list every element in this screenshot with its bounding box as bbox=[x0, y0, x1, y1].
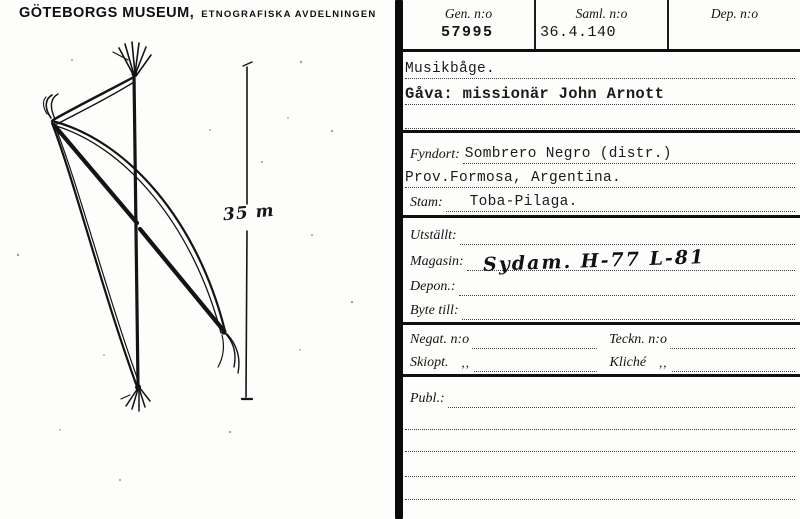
fyndort-label: Fyndort: bbox=[410, 147, 460, 162]
form-panel bbox=[403, 0, 800, 519]
measurement-line bbox=[242, 62, 252, 399]
gen-number-value: 57995 bbox=[441, 24, 494, 41]
section-divider bbox=[403, 374, 800, 377]
card-fold-divider bbox=[395, 0, 403, 519]
blank-ruled-line bbox=[405, 429, 795, 430]
gen-number-label: Gen. n:o bbox=[444, 6, 493, 21]
magasin-value-handwritten: Sydam. H-77 L-81 bbox=[482, 246, 706, 276]
magasin-label: Magasin: bbox=[410, 254, 464, 269]
fyndort-row-2 bbox=[405, 164, 795, 188]
saml-number-label: Saml. n:o bbox=[575, 6, 628, 21]
depon-row bbox=[406, 272, 795, 296]
gen-number-cell bbox=[403, 0, 534, 49]
museum-department: ETNOGRAFISKA AVDELNINGEN bbox=[201, 9, 377, 20]
saml-number-cell bbox=[534, 0, 667, 49]
blank-ruled-line bbox=[405, 499, 795, 500]
section-divider bbox=[403, 215, 800, 218]
stam-row bbox=[406, 189, 795, 212]
fyndort-value: Sombrero Negro (distr.) bbox=[464, 146, 672, 162]
magasin-row bbox=[406, 244, 795, 276]
section-divider bbox=[403, 322, 800, 325]
skiopt-kliche-row bbox=[406, 354, 795, 372]
bow-stick bbox=[134, 74, 138, 386]
saml-number-value: 36.4.140 bbox=[540, 24, 617, 41]
fyndort-value-line2: Prov.Formosa, Argentina. bbox=[405, 170, 622, 186]
skiopt-ditto-mark: ,, bbox=[461, 355, 470, 370]
museum-name: GÖTEBORGS MUSEUM, bbox=[19, 5, 195, 21]
teckn-label: Teckn. n:o bbox=[609, 332, 667, 347]
blank-ruled-line bbox=[405, 128, 795, 129]
fyndort-row bbox=[406, 139, 795, 164]
depon-label: Depon.: bbox=[410, 279, 456, 294]
byte-till-row bbox=[406, 297, 795, 320]
publ-row bbox=[406, 387, 795, 408]
stam-value: Toba-Pilaga. bbox=[469, 194, 578, 210]
number-header-row bbox=[403, 0, 800, 52]
blank-ruled-line bbox=[405, 476, 795, 477]
object-name-row bbox=[405, 57, 795, 79]
section-divider bbox=[403, 130, 800, 133]
kliche-label: Kliché bbox=[609, 355, 647, 370]
acquisition-note: Gåva: missionär John Arnott bbox=[405, 85, 665, 103]
dep-number-label: Dep. n:o bbox=[710, 6, 759, 21]
stam-label: Stam: bbox=[410, 195, 443, 210]
acquisition-row bbox=[405, 81, 795, 105]
musical-bow-drawing bbox=[0, 0, 395, 519]
byte-till-label: Byte till: bbox=[410, 303, 459, 318]
blank-ruled-line bbox=[405, 451, 795, 452]
negat-teckn-row bbox=[406, 331, 795, 349]
skiopt-label: Skiopt. bbox=[410, 355, 449, 370]
object-name: Musikbåge. bbox=[405, 61, 496, 77]
publ-label: Publ.: bbox=[410, 391, 445, 406]
negat-label: Negat. n:o bbox=[410, 332, 470, 347]
scan-noise bbox=[17, 59, 353, 481]
kliche-ditto-mark: ,, bbox=[659, 355, 668, 370]
measurement-annotation: 35 m bbox=[222, 200, 276, 226]
utstallt-row bbox=[406, 222, 795, 245]
utstallt-label: Utställt: bbox=[410, 228, 457, 243]
dep-number-cell bbox=[667, 0, 800, 49]
